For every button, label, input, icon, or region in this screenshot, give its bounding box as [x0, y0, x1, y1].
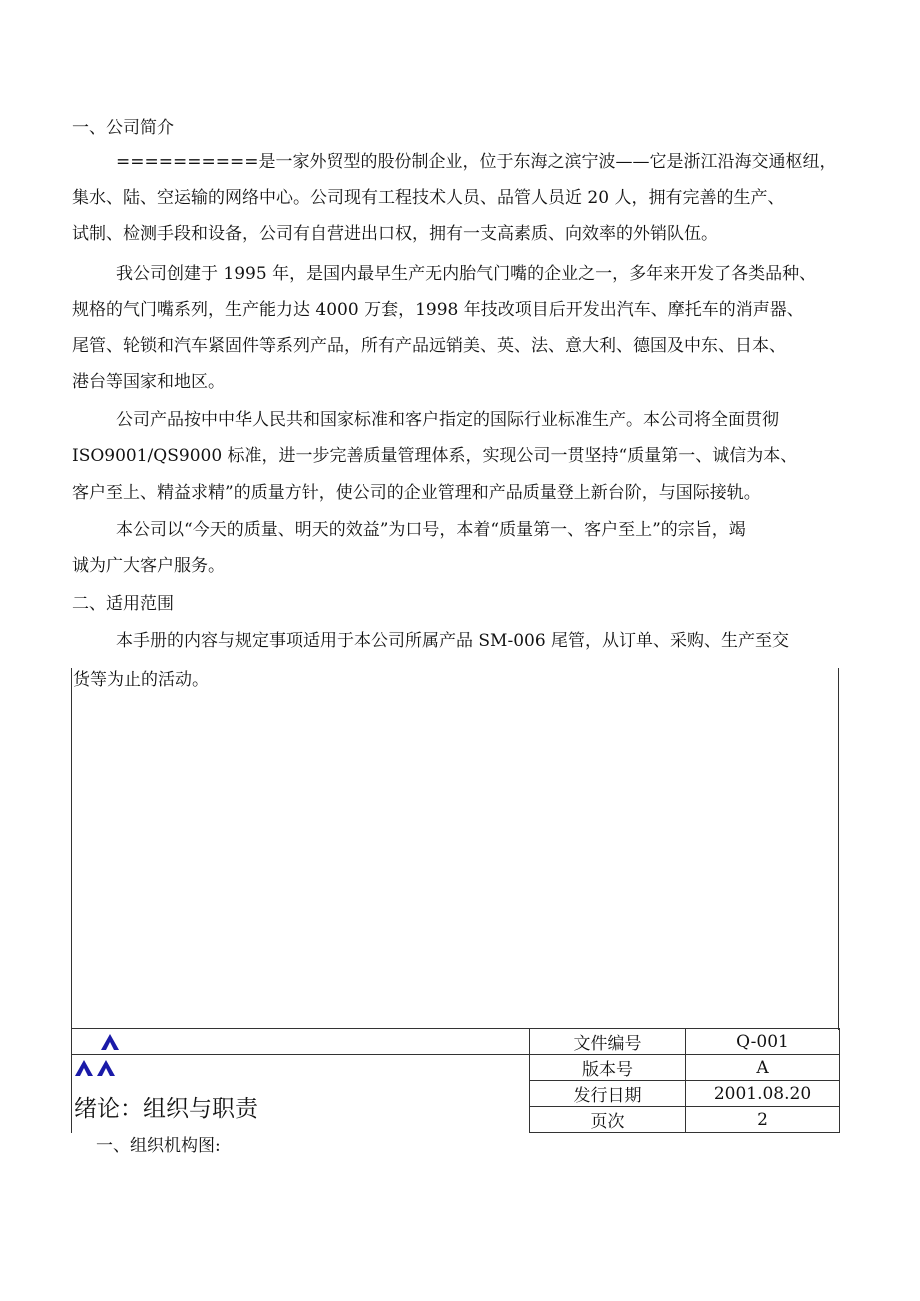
logo-cell [72, 1055, 530, 1081]
paragraph-line: 货等为止的活动。 [73, 670, 209, 690]
header-value: 2 [686, 1107, 840, 1133]
paragraph-line: 公司产品按中中华人民共和国家标准和客户指定的国际行业标准生产。本公司将全面贯彻 [116, 410, 779, 430]
page-title: 绪论：组织与职责 [74, 1096, 258, 1122]
paragraph-line: 客户至上、精益求精”的质量方针，使公司的企业管理和产品质量登上新台阶，与国际接轨。 [72, 483, 761, 503]
paragraph-line: 本公司以“今天的质量、明天的效益”为口号，本着“质量第一、客户至上”的宗旨，竭 [116, 520, 746, 540]
header-label: 发行日期 [530, 1081, 686, 1107]
company-logo-icon [100, 1032, 120, 1052]
header-label: 文件编号 [530, 1029, 686, 1055]
header-value: 2001.08.20 [686, 1081, 840, 1107]
header-value: A [686, 1055, 840, 1081]
section2-heading: 二、适用范围 [72, 594, 174, 614]
content-box [71, 668, 839, 1030]
paragraph-line: ==========是一家外贸型的股份制企业，位于东海之滨宁波——它是浙江沿海交通枢纽， [116, 152, 837, 172]
company-logo-icon [74, 1058, 118, 1078]
logo-cell [72, 1029, 530, 1055]
paragraph-line: 我公司创建于 1995 年，是国内最早生产无内胎气门嘴的企业之一，多年来开发了各类品种、 [116, 264, 817, 284]
header-title-cell [72, 1081, 530, 1133]
paragraph-line: 诚为广大客户服务。 [72, 556, 225, 576]
paragraph-line: 集水、陆、空运输的网络中心。公司现有工程技术人员、品管人员近 20 人，拥有完善的生产、 [72, 188, 785, 208]
header-label: 页次 [530, 1107, 686, 1133]
paragraph-line: ISO9001/QS9000 标准，进一步完善质量管理体系，实现公司一贯坚持“质量第一、诚信为本、 [72, 446, 798, 466]
paragraph-line: 本手册的内容与规定事项适用于本公司所属产品 SM-006 尾管，从订单、采购、生产至交 [116, 631, 790, 651]
paragraph-line: 试制、检测手段和设备，公司有自营进出口权，拥有一支高素质、向效率的外销队伍。 [72, 224, 718, 244]
paragraph-line: 尾管、轮锁和汽车紧固件等系列产品，所有产品远销美、英、法、意大利、德国及中东、日本、 [72, 336, 786, 356]
header-value: Q-001 [686, 1029, 840, 1055]
section3-heading: 一、组织机构图: [96, 1136, 221, 1156]
header-label: 版本号 [530, 1055, 686, 1081]
section1-heading: 一、公司简介 [72, 118, 174, 138]
document-header-table [71, 1028, 840, 1133]
paragraph-line: 规格的气门嘴系列，生产能力达 4000 万套，1998 年技改项目后开发出汽车、摩托车的消声器、 [72, 300, 804, 320]
paragraph-line: 港台等国家和地区。 [72, 372, 225, 392]
